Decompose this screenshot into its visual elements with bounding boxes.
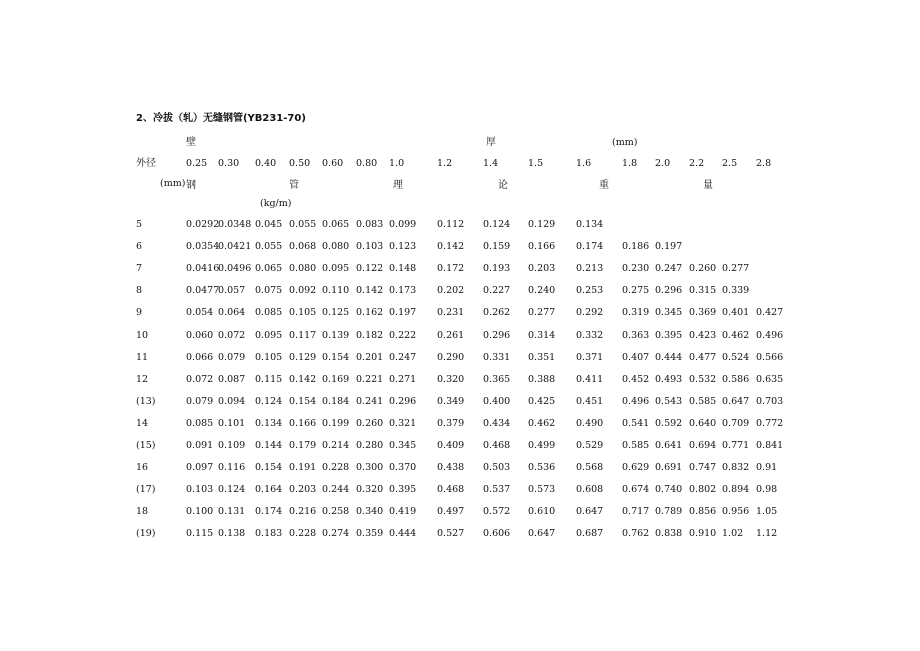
weight-cell: 0.573 <box>528 484 556 495</box>
thickness-header: 0.60 <box>322 158 344 169</box>
weight-cell: 0.300 <box>356 462 384 473</box>
weight-cell: 0.203 <box>289 484 317 495</box>
weight-cell: 0.747 <box>689 462 717 473</box>
thickness-header: 1.5 <box>528 158 544 169</box>
thickness-header: 0.30 <box>218 158 240 169</box>
thickness-header: 1.2 <box>437 158 453 169</box>
weight-cell: 0.674 <box>622 484 650 495</box>
weight-cell: 0.079 <box>186 396 214 407</box>
weight-cell: 0.109 <box>218 440 246 451</box>
weight-cell: 0.499 <box>528 440 556 451</box>
weight-cell: 0.0292 <box>186 219 220 230</box>
weight-cell: 0.116 <box>218 462 246 473</box>
weight-cell: 0.407 <box>622 352 650 363</box>
weight-cell: 0.240 <box>528 285 556 296</box>
weight-cell: 0.231 <box>437 307 465 318</box>
weight-cell: 0.103 <box>356 241 384 252</box>
weight-cell: 0.184 <box>322 396 350 407</box>
weight-cell: 0.789 <box>655 506 683 517</box>
weight-cell: 0.0421 <box>218 241 252 252</box>
weight-cell: 0.296 <box>389 396 417 407</box>
weight-cell: 0.331 <box>483 352 511 363</box>
weight-cell: 0.202 <box>437 285 465 296</box>
weight-cell: 0.894 <box>722 484 750 495</box>
weight-cell: 0.532 <box>689 374 717 385</box>
weight-cell: 0.260 <box>356 418 384 429</box>
outer-diameter-cell: 16 <box>136 462 149 473</box>
weight-cell: 0.444 <box>389 528 417 539</box>
outer-diameter-cell: (13) <box>136 396 156 407</box>
weight-cell: 0.462 <box>528 418 556 429</box>
weight-cell: 0.172 <box>437 263 465 274</box>
weight-cell: 0.228 <box>289 528 317 539</box>
weight-cell: 0.388 <box>528 374 556 385</box>
weight-cell: 0.524 <box>722 352 750 363</box>
weight-cell: 0.275 <box>622 285 650 296</box>
weight-cell: 0.045 <box>255 219 283 230</box>
weight-cell: 0.253 <box>576 285 604 296</box>
weight-cell: 0.363 <box>622 330 650 341</box>
weight-cell: 0.296 <box>655 285 683 296</box>
thickness-header: 0.25 <box>186 158 208 169</box>
header-mm-left: (mm) <box>160 178 186 189</box>
outer-diameter-cell: (19) <box>136 528 156 539</box>
weight-cell: 0.762 <box>622 528 650 539</box>
weight-cell: 0.462 <box>722 330 750 341</box>
weight-cell: 0.080 <box>289 263 317 274</box>
weight-cell: 0.585 <box>689 396 717 407</box>
weight-cell: 0.142 <box>356 285 384 296</box>
weight-cell: 0.066 <box>186 352 214 363</box>
weight-cell: 0.641 <box>655 440 683 451</box>
outer-diameter-cell: 9 <box>136 307 143 318</box>
thickness-header: 2.8 <box>756 158 772 169</box>
outer-diameter-cell: 14 <box>136 418 149 429</box>
thickness-header: 0.50 <box>289 158 311 169</box>
weight-cell: 0.409 <box>437 440 465 451</box>
weight-cell: 0.468 <box>437 484 465 495</box>
weight-cell: 0.191 <box>289 462 317 473</box>
weight-cell: 0.345 <box>389 440 417 451</box>
weight-cell: 0.493 <box>655 374 683 385</box>
outer-diameter-cell: (17) <box>136 484 156 495</box>
weight-cell: 0.434 <box>483 418 511 429</box>
weight-cell: 0.802 <box>689 484 717 495</box>
weight-cell: 0.527 <box>437 528 465 539</box>
weight-cell: 0.230 <box>622 263 650 274</box>
weight-cell: 0.529 <box>576 440 604 451</box>
weight-cell: 0.228 <box>322 462 350 473</box>
weight-cell: 0.296 <box>483 330 511 341</box>
weight-cell: 0.419 <box>389 506 417 517</box>
weight-cell: 0.401 <box>722 307 750 318</box>
weight-cell: 0.247 <box>655 263 683 274</box>
weight-cell: 0.320 <box>437 374 465 385</box>
weight-cell: 1.05 <box>756 506 778 517</box>
weight-cell: 0.179 <box>289 440 317 451</box>
weight-cell: 0.395 <box>389 484 417 495</box>
weight-cell: 0.166 <box>289 418 317 429</box>
weight-cell: 0.075 <box>255 285 283 296</box>
weight-cell: 0.193 <box>483 263 511 274</box>
weight-cell: 0.115 <box>186 528 214 539</box>
weight-cell: 0.221 <box>356 374 384 385</box>
thickness-header: 1.8 <box>622 158 638 169</box>
weight-cell: 1.12 <box>756 528 778 539</box>
weight-cell: 0.103 <box>186 484 214 495</box>
weight-cell: 0.572 <box>483 506 511 517</box>
outer-diameter-cell: 6 <box>136 241 143 252</box>
weight-cell: 0.064 <box>218 307 246 318</box>
weight-cell: 0.258 <box>322 506 350 517</box>
weight-cell: 0.647 <box>528 528 556 539</box>
weight-cell: 0.694 <box>689 440 717 451</box>
weight-cell: 0.173 <box>389 285 417 296</box>
thickness-header: 0.40 <box>255 158 277 169</box>
weight-cell: 0.292 <box>576 307 604 318</box>
weight-cell: 0.091 <box>186 440 214 451</box>
weight-cell: 0.541 <box>622 418 650 429</box>
weight-cell: 0.085 <box>186 418 214 429</box>
weight-cell: 0.608 <box>576 484 604 495</box>
weight-cell: 0.186 <box>622 241 650 252</box>
weight-cell: 0.566 <box>756 352 784 363</box>
weight-cell: 0.91 <box>756 462 778 473</box>
weight-cell: 0.055 <box>255 241 283 252</box>
weight-cell: 0.183 <box>255 528 283 539</box>
weight-cell: 0.640 <box>689 418 717 429</box>
weight-cell: 0.290 <box>437 352 465 363</box>
weight-cell: 0.0416 <box>186 263 220 274</box>
weight-cell: 0.703 <box>756 396 784 407</box>
weight-cell: 0.536 <box>528 462 556 473</box>
weight-cell: 0.717 <box>622 506 650 517</box>
weight-cell: 0.425 <box>528 396 556 407</box>
weight-cell: 0.832 <box>722 462 750 473</box>
weight-cell: 1.02 <box>722 528 744 539</box>
weight-cell: 0.092 <box>289 285 317 296</box>
outer-diameter-cell: 10 <box>136 330 149 341</box>
weight-cell: 0.138 <box>218 528 246 539</box>
weight-cell: 0.112 <box>437 219 465 230</box>
weight-cell: 0.068 <box>289 241 317 252</box>
weight-cell: 0.099 <box>389 219 417 230</box>
weight-cell: 0.771 <box>722 440 750 451</box>
weight-cell: 0.451 <box>576 396 604 407</box>
weight-cell: 0.131 <box>218 506 246 517</box>
weight-cell: 0.503 <box>483 462 511 473</box>
weight-cell: 0.095 <box>255 330 283 341</box>
weight-cell: 0.477 <box>689 352 717 363</box>
weight-cell: 0.054 <box>186 307 214 318</box>
thickness-header: 1.4 <box>483 158 499 169</box>
weight-cell: 0.349 <box>437 396 465 407</box>
weight-cell: 0.647 <box>576 506 604 517</box>
weight-cell: 0.097 <box>186 462 214 473</box>
weight-cell: 0.315 <box>689 285 717 296</box>
weight-cell: 0.586 <box>722 374 750 385</box>
weight-cell: 0.260 <box>689 263 717 274</box>
weight-cell: 0.094 <box>218 396 246 407</box>
weight-cell: 0.164 <box>255 484 283 495</box>
weight-cell: 0.340 <box>356 506 384 517</box>
weight-cell: 0.154 <box>322 352 350 363</box>
thickness-header: 0.80 <box>356 158 378 169</box>
weight-cell: 0.222 <box>389 330 417 341</box>
outer-diameter-cell: 8 <box>136 285 143 296</box>
weight-cell: 0.0477 <box>186 285 220 296</box>
weight-cell: 0.856 <box>689 506 717 517</box>
weight-cell: 0.129 <box>289 352 317 363</box>
weight-cell: 0.332 <box>576 330 604 341</box>
weight-cell: 0.105 <box>289 307 317 318</box>
weight-cell: 0.365 <box>483 374 511 385</box>
header-li: 理 <box>393 180 403 191</box>
weight-cell: 0.0348 <box>218 219 252 230</box>
weight-cell: 0.197 <box>655 241 683 252</box>
weight-cell: 0.537 <box>483 484 511 495</box>
weight-cell: 0.841 <box>756 440 784 451</box>
weight-cell: 0.370 <box>389 462 417 473</box>
weight-cell: 0.709 <box>722 418 750 429</box>
weight-cell: 0.274 <box>322 528 350 539</box>
weight-cell: 0.568 <box>576 462 604 473</box>
weight-cell: 0.079 <box>218 352 246 363</box>
weight-cell: 0.262 <box>483 307 511 318</box>
header-bi: 壁 <box>186 137 196 148</box>
weight-cell: 0.105 <box>255 352 283 363</box>
weight-cell: 0.203 <box>528 263 556 274</box>
header-lun: 论 <box>498 180 508 191</box>
weight-cell: 0.122 <box>356 263 384 274</box>
weight-cell: 0.838 <box>655 528 683 539</box>
weight-cell: 0.100 <box>186 506 214 517</box>
weight-cell: 0.910 <box>689 528 717 539</box>
weight-cell: 0.087 <box>218 374 246 385</box>
weight-cell: 0.395 <box>655 330 683 341</box>
weight-cell: 0.142 <box>437 241 465 252</box>
weight-cell: 0.125 <box>322 307 350 318</box>
weight-cell: 0.057 <box>218 285 246 296</box>
weight-cell: 0.543 <box>655 396 683 407</box>
weight-cell: 0.319 <box>622 307 650 318</box>
weight-cell: 0.148 <box>389 263 417 274</box>
weight-cell: 0.166 <box>528 241 556 252</box>
weight-cell: 0.110 <box>322 285 350 296</box>
weight-cell: 0.142 <box>289 374 317 385</box>
weight-cell: 0.060 <box>186 330 214 341</box>
weight-cell: 0.427 <box>756 307 784 318</box>
weight-cell: 0.154 <box>289 396 317 407</box>
weight-cell: 0.123 <box>389 241 417 252</box>
weight-cell: 0.124 <box>255 396 283 407</box>
outer-diameter-cell: 12 <box>136 374 149 385</box>
weight-cell: 0.687 <box>576 528 604 539</box>
weight-cell: 0.496 <box>622 396 650 407</box>
thickness-header: 1.6 <box>576 158 592 169</box>
weight-cell: 0.740 <box>655 484 683 495</box>
weight-cell: 0.772 <box>756 418 784 429</box>
weight-cell: 0.956 <box>722 506 750 517</box>
weight-cell: 0.244 <box>322 484 350 495</box>
outer-diameter-cell: 7 <box>136 263 143 274</box>
weight-cell: 0.606 <box>483 528 511 539</box>
weight-cell: 0.101 <box>218 418 246 429</box>
weight-cell: 0.592 <box>655 418 683 429</box>
weight-cell: 0.411 <box>576 374 604 385</box>
weight-cell: 0.345 <box>655 307 683 318</box>
weight-cell: 0.182 <box>356 330 384 341</box>
weight-cell: 0.314 <box>528 330 556 341</box>
weight-cell: 0.083 <box>356 219 384 230</box>
weight-cell: 0.359 <box>356 528 384 539</box>
weight-cell: 0.452 <box>622 374 650 385</box>
weight-cell: 0.277 <box>722 263 750 274</box>
weight-cell: 0.277 <box>528 307 556 318</box>
weight-cell: 0.371 <box>576 352 604 363</box>
weight-cell: 0.444 <box>655 352 683 363</box>
weight-cell: 0.134 <box>255 418 283 429</box>
weight-cell: 0.134 <box>576 219 604 230</box>
weight-cell: 0.095 <box>322 263 350 274</box>
weight-cell: 0.174 <box>255 506 283 517</box>
weight-cell: 0.139 <box>322 330 350 341</box>
header-zhong: 重 <box>599 180 609 191</box>
weight-cell: 0.174 <box>576 241 604 252</box>
weight-cell: 0.197 <box>389 307 417 318</box>
weight-cell: 0.124 <box>483 219 511 230</box>
weight-cell: 0.351 <box>528 352 556 363</box>
weight-cell: 0.635 <box>756 374 784 385</box>
weight-cell: 0.144 <box>255 440 283 451</box>
header-guan: 管 <box>289 180 299 191</box>
weight-cell: 0.241 <box>356 396 384 407</box>
outer-diameter-cell: 11 <box>136 352 149 363</box>
header-liang: 量 <box>703 180 713 191</box>
weight-cell: 0.080 <box>322 241 350 252</box>
weight-cell: 0.339 <box>722 285 750 296</box>
weight-cell: 0.423 <box>689 330 717 341</box>
weight-cell: 0.369 <box>689 307 717 318</box>
outer-diameter-cell: (15) <box>136 440 156 451</box>
outer-diameter-cell: 18 <box>136 506 149 517</box>
outer-diameter-cell: 5 <box>136 219 143 230</box>
weight-cell: 0.379 <box>437 418 465 429</box>
weight-cell: 0.065 <box>255 263 283 274</box>
weight-cell: 0.227 <box>483 285 511 296</box>
weight-cell: 0.201 <box>356 352 384 363</box>
page-title: 2、冷拔（轧）无缝钢管(YB231-70) <box>136 113 306 124</box>
weight-cell: 0.400 <box>483 396 511 407</box>
weight-cell: 0.159 <box>483 241 511 252</box>
weight-cell: 0.610 <box>528 506 556 517</box>
weight-cell: 0.072 <box>218 330 246 341</box>
weight-cell: 0.072 <box>186 374 214 385</box>
weight-cell: 0.115 <box>255 374 283 385</box>
weight-cell: 0.321 <box>389 418 417 429</box>
header-mm-top: (mm) <box>612 137 638 148</box>
weight-cell: 0.055 <box>289 219 317 230</box>
weight-cell: 0.214 <box>322 440 350 451</box>
thickness-header: 2.5 <box>722 158 738 169</box>
weight-cell: 0.154 <box>255 462 283 473</box>
weight-cell: 0.629 <box>622 462 650 473</box>
weight-cell: 0.497 <box>437 506 465 517</box>
weight-cell: 0.468 <box>483 440 511 451</box>
weight-cell: 0.647 <box>722 396 750 407</box>
thickness-header: 2.2 <box>689 158 705 169</box>
weight-cell: 0.216 <box>289 506 317 517</box>
weight-cell: 0.065 <box>322 219 350 230</box>
weight-cell: 0.247 <box>389 352 417 363</box>
weight-cell: 0.213 <box>576 263 604 274</box>
weight-cell: 0.585 <box>622 440 650 451</box>
weight-cell: 0.280 <box>356 440 384 451</box>
weight-cell: 0.129 <box>528 219 556 230</box>
weight-cell: 0.438 <box>437 462 465 473</box>
header-hou: 厚 <box>486 137 496 148</box>
header-waijing: 外径 <box>136 158 156 169</box>
weight-cell: 0.117 <box>289 330 317 341</box>
weight-cell: 0.162 <box>356 307 384 318</box>
weight-cell: 0.124 <box>218 484 246 495</box>
weight-cell: 0.085 <box>255 307 283 318</box>
header-unit: (kg/m) <box>260 198 292 209</box>
weight-cell: 0.496 <box>756 330 784 341</box>
weight-cell: 0.490 <box>576 418 604 429</box>
weight-cell: 0.169 <box>322 374 350 385</box>
weight-cell: 0.98 <box>756 484 778 495</box>
weight-cell: 0.199 <box>322 418 350 429</box>
thickness-header: 2.0 <box>655 158 671 169</box>
weight-cell: 0.691 <box>655 462 683 473</box>
weight-cell: 0.0496 <box>218 263 252 274</box>
weight-cell: 0.0354 <box>186 241 220 252</box>
header-gang: 钢 <box>186 180 196 191</box>
thickness-header: 1.0 <box>389 158 405 169</box>
weight-cell: 0.320 <box>356 484 384 495</box>
weight-cell: 0.271 <box>389 374 417 385</box>
weight-cell: 0.261 <box>437 330 465 341</box>
